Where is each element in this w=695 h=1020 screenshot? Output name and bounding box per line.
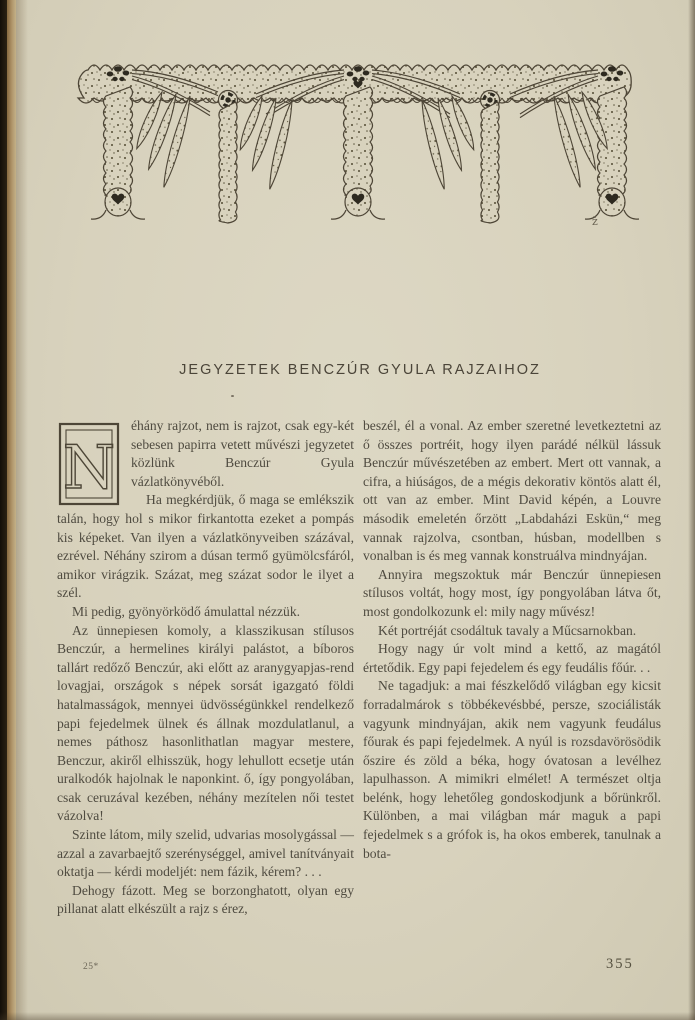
scan-edge-bottom-shadow xyxy=(0,1012,695,1020)
paragraph: Ne tagadjuk: a mai fészkelődő világban egy kicsit forradalmárok s többékevésbbé, persze, szociálisták vagyunk mindnyájan, akik nem vagyunk feudálus főurak és papi fejedelmek. A nyúl is rozsdavörösödik őszire és zöld a béka, hogy óvatosan a levélhez lapulhasson. A mimikri elmélet! A természet oltja belénk, hogy lehetőleg gondoskodjunk a bőrünkről. Különben, a mai világban már maguk a papi fejedelmek s a grófok is, ha okos emberek, tanulnak a bota- xyxy=(363,678,661,861)
paragraph: beszél, él a vonal. Az ember szeretné levetkeztetni az ő összes portréit, hogy ilyen parádé nélkül lássuk Benczúr művészetében az embert. Mert ott vannak, a cifra, a hiúságos, de a mégis dekorativ köntös alatt él, ott van az ember. Mint David képén, a Louvre második emeletén őrzött „Labdaházi Eskün,“ meg vannak rajzolva, csontban, húsban, modellben s vonalban is és meg vannak konstruálva mindnyájan. xyxy=(363,418,661,564)
headpiece-ornament xyxy=(70,50,645,245)
text-column-right xyxy=(363,417,661,863)
paragraph: Mi pedig, gyönyörködő ámulattal nézzük. xyxy=(72,603,301,619)
drop-cap-letter: N xyxy=(62,433,116,503)
scan-edge-right-shadow xyxy=(688,0,695,1020)
printers-signature-mark: 25* xyxy=(83,962,99,972)
paragraph: Ha megkérdjük, ő maga se emlékszik talán, hogy hol s mikor firkantotta ezeket a pompás kis képeket. Van ilyen a vázlatkönyveiben százával, ezrével. Néhány szirom a dúsan termő gyümölcsfáról, amikor virágzik. Százat, meg százat sodor le ilyet a szél. xyxy=(57,492,354,601)
paragraph: Az ünnepiesen komoly, a klasszikusan stílusos Benczúr, a hermelines királyi palástot, a bíboros tallárt redőző Benczúr, aki előtt az aranygyapjas-rend lovagjai, országok s népek sorsát igazgató földi hatalmasságok, mennyei üdvösségünkkel rendelkező papi fejedelmek ülnek és állnak mozdulatlanul, a nemes páthosz hasonlithatlan magyar mestere, Benczur, akiről elhisszük, hogy lehullott ecsetje után uralkodók hajolnak le naponkint. ő, így pongyolában, csak ceruzával kezében, néhány mezítelen női testet vázolva! xyxy=(57,622,354,824)
paper-speck xyxy=(231,395,234,397)
paragraph: Két portréját csodáltuk tavaly a Műcsarnokban. xyxy=(378,622,637,638)
scan-edge-left-shadow xyxy=(16,0,28,1020)
page-number: 355 xyxy=(606,956,634,972)
text-column-left xyxy=(57,417,354,919)
paragraph: Hogy nagy úr volt mind a kettő, az magától értetődik. Egy papi fejedelem és egy feudális főúr. . . xyxy=(363,641,661,675)
paragraph: Annyira megszoktuk már Benczúr ünnepiesen stílusos voltát, hogy most, így pongyolában látva őt, most gondolkozunk el: mily nagy művész! xyxy=(363,566,661,619)
scan-edge-left-pageblock xyxy=(7,0,16,1020)
paragraph-with-dropcap xyxy=(57,417,354,503)
paragraph: Dehogy fázott. Meg se borzonghatott, olyan egy pillanat alatt elkészült a rajz s érez, xyxy=(57,882,354,917)
drop-cap-initial xyxy=(57,421,121,507)
artist-monogram: ž xyxy=(592,215,598,228)
paragraph-text: éhány rajzot, nem is rajzot, csak egy-két sebesen papirra vetett művészi jegyzetet közlünk Benczúr Gyula vázlatkönyvéből. xyxy=(131,418,354,489)
scan-edge-left-dark xyxy=(0,0,7,1020)
paragraph: Szinte látom, mily szelid, udvarias mosolygással — azzal a zavarbaejtő szerénységgel, amivel tanítványait oktatja — kérdi modeljét: nem fázik, kérem? . . . xyxy=(57,827,354,880)
article-title: JEGYZETEK BENCZÚR GYULA RAJZAIHOZ xyxy=(179,362,541,378)
